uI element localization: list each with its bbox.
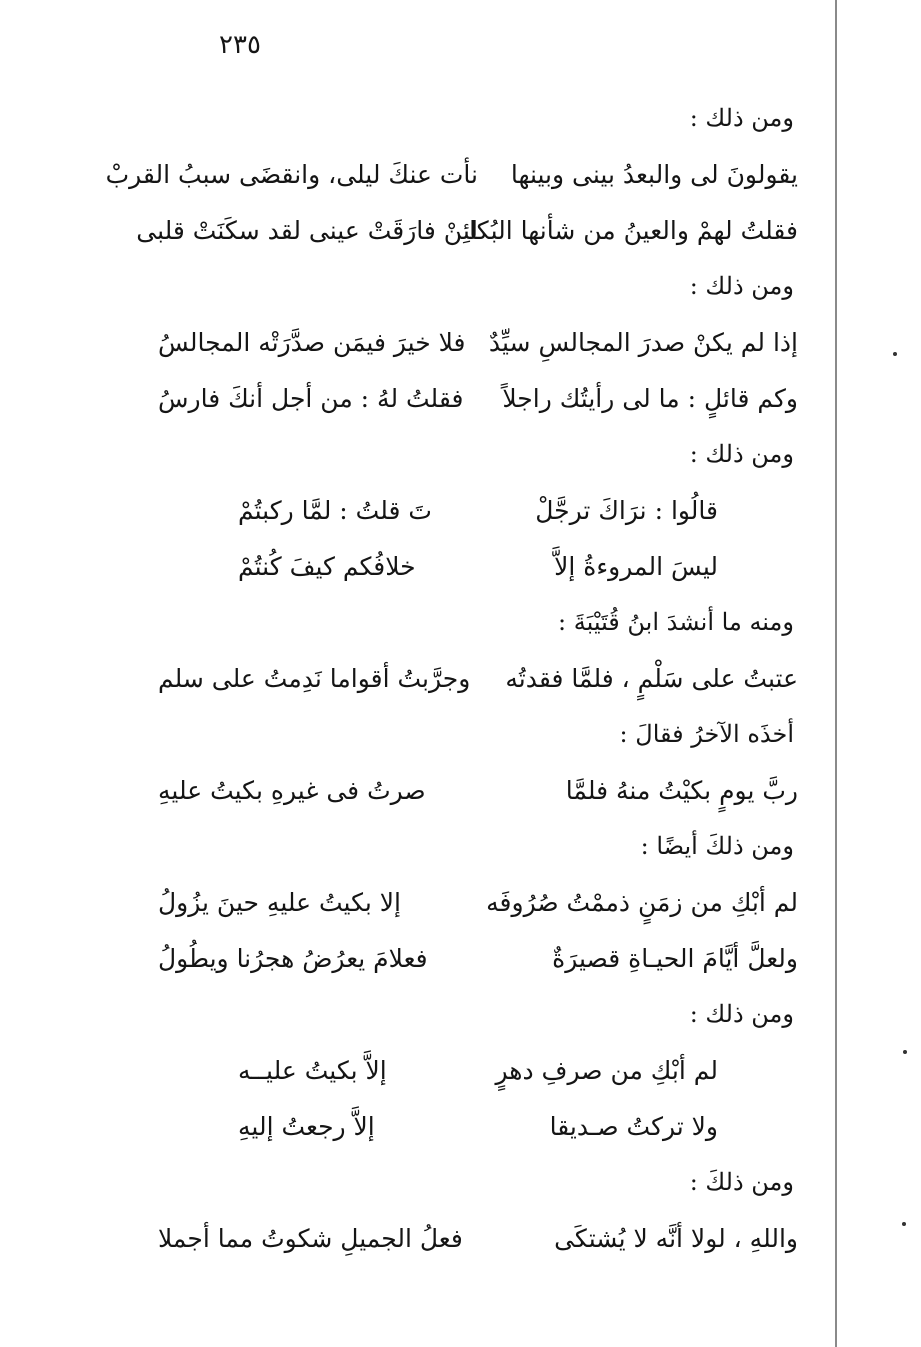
margin-dot (902, 1222, 906, 1226)
verse-first-hemistich: واللهِ ، لولا أنَّه لا يُشتكَى (554, 1223, 798, 1253)
verse-line (105, 146, 800, 202)
verse-first-hemistich: يقولونَ لى والبعدُ بينى وبينها (510, 159, 798, 189)
verse-second-hemistich: إلاَّ بكيتُ عليــه (238, 1055, 387, 1085)
verse-line (140, 1042, 800, 1098)
verse-first-hemistich: إذا لم يكنْ صدرَ المجالسِ سيِّدٌ (488, 327, 798, 357)
intro-line: أخذَه الآخرُ فقالَ : (619, 720, 794, 748)
verse-first-hemistich: وكم قائلٍ : ما لى رأيتُك راجلاً (502, 383, 798, 413)
intro-line: ومنه ما أنشدَ ابنُ قُتَيْبَةَ : (558, 608, 794, 636)
verse-second-hemistich: نأت عنكَ ليلى، وانقضَى سببُ القربْ (105, 159, 478, 189)
verse-first-hemistich: قالُوا : نرَاكَ ترجَّلْ (535, 495, 718, 525)
margin-dot (903, 1050, 907, 1054)
verse-first-hemistich: فقلتُ لهمْ والعينُ من شأنها البُكا (469, 215, 798, 245)
intro-line: ومن ذلك : (689, 272, 794, 300)
verse-first-hemistich: عتبتُ على سَلْمٍ ، فلمَّا فقدتُه (505, 663, 798, 693)
verse-first-hemistich: ربَّ يومٍ بكيْتُ منهُ فلمَّا (565, 775, 798, 805)
text-body (105, 90, 800, 1266)
verse-line (140, 930, 800, 986)
verse-line (140, 370, 800, 426)
verse-second-hemistich: إلاَّ رجعتُ إليهِ (238, 1111, 375, 1141)
verse-line (140, 314, 800, 370)
verse-second-hemistich: فعلُ الجميلِ شكوتُ مما أجملا (158, 1223, 463, 1253)
verse-second-hemistich: إلا بكيتُ عليهِ حينَ يزُولُ (158, 887, 402, 917)
intro-line: ومن ذلك : (689, 1000, 794, 1028)
verse-second-hemistich: فعلامَ يعرُضُ هجرُنا ويطُولُ (158, 943, 428, 973)
intro-line: ومن ذلكَ أيضًا : (640, 832, 794, 860)
margin-dot (893, 352, 897, 356)
verse-second-hemistich: لئِنْ فارَقَتْ عينى لقد سكَنَتْ قلبى (136, 215, 478, 245)
intro-line: ومن ذلك : (689, 440, 794, 468)
verse-line (136, 202, 800, 258)
verse-line (140, 482, 800, 538)
verse-line (140, 762, 800, 818)
verse-line (140, 1098, 800, 1154)
verse-line (140, 538, 800, 594)
verse-first-hemistich: ولا تركتُ صـديقا (549, 1111, 718, 1141)
verse-line (140, 650, 800, 706)
verse-line (140, 874, 800, 930)
margin-line (835, 0, 837, 1347)
intro-line: ومن ذلكَ : (689, 1168, 794, 1196)
verse-first-hemistich: لم أبْكِ من صرفِ دهرٍ (495, 1055, 718, 1085)
verse-second-hemistich: صرتُ فى غيرهِ بكيتُ عليهِ (158, 775, 426, 805)
verse-second-hemistich: تَ قلتُ : لمَّا ركبتُمْ (238, 495, 432, 525)
page-number: ٢٣٥ (219, 30, 261, 60)
verse-second-hemistich: خلافُكم كيفَ كُنتُمْ (238, 551, 416, 581)
verse-second-hemistich: فقلتُ لهُ : من أجل أنكَ فارسُ (158, 383, 464, 413)
verse-first-hemistich: ليسَ المروءةُ إلاَّ (554, 551, 718, 581)
verse-first-hemistich: لم أبْكِ من زمَنٍ ذممْتُ صُرُوفَه (486, 887, 798, 917)
verse-line (140, 1210, 800, 1266)
verse-second-hemistich: فلا خيرَ فيمَن صدَّرَتْه المجالسُ (158, 327, 466, 357)
verse-first-hemistich: ولعلَّ أيَّامَ الحيـاةِ قصيرَةٌ (552, 943, 798, 973)
verse-second-hemistich: وجرَّبتُ أقواما نَدِمتُ على سلم (158, 663, 471, 693)
intro-line: ومن ذلك : (689, 104, 794, 132)
